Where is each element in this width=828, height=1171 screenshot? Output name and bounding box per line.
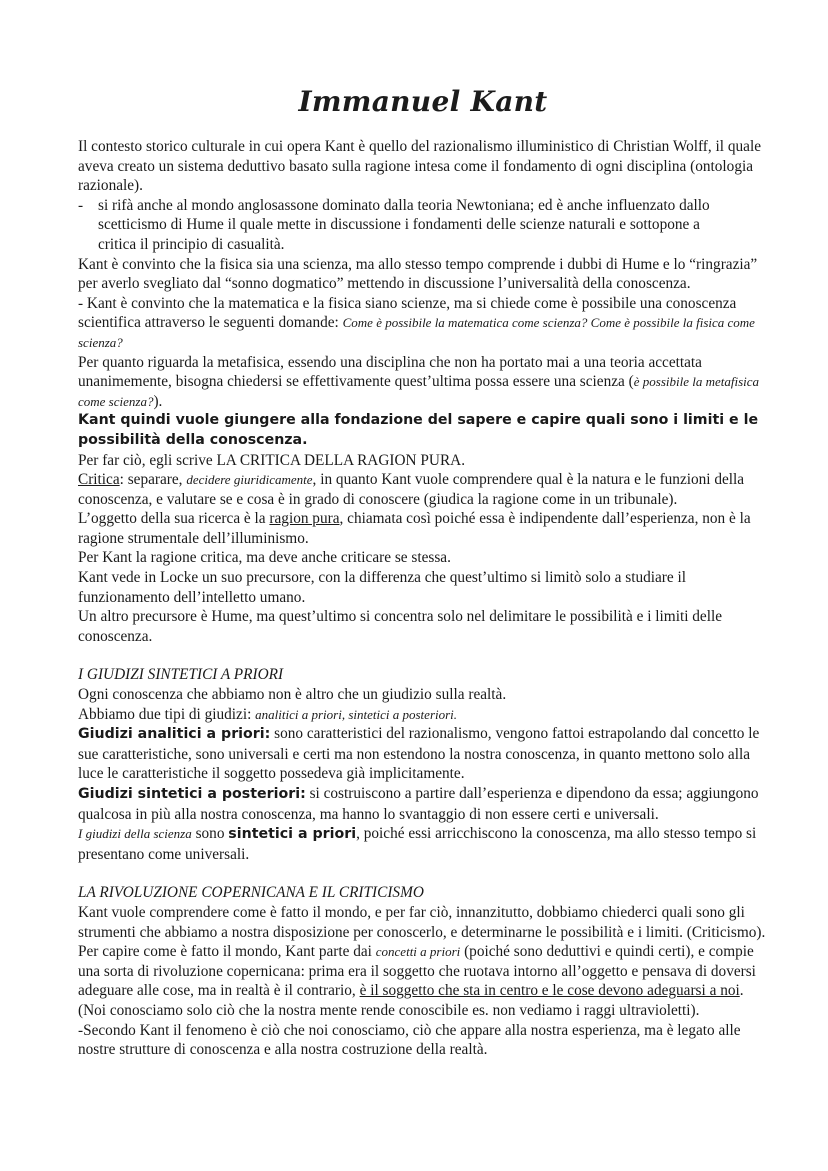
intro-paragraph-hume: Un altro precursore è Hume, ma quest’ultimo si concentra solo nel delimitare le possibilità e i limiti delle conoscenza. (78, 608, 722, 645)
giudizi-paragraph-2 (78, 705, 768, 725)
oggetto-text-2: , chiamata così poiché essa è indipendente dall’esperienza, non è la ragione strumentale dell’illuminismo. (78, 510, 751, 547)
rivoluzione-text-2: (poiché sono deduttivi e quindi certi), e compie una sorta di rivoluzione copernicana: prima era il soggetto che ruotava intorno all’oggetto e pensava di doversi adeguare alle cose, ma in realtà è il contrario, (78, 943, 756, 1000)
ragion-pura-underline: ragion pura (269, 510, 340, 528)
dash-bullet: - (78, 196, 84, 214)
sintetici-text: si costruiscono a partire dall’esperienza e dipendono da essa; aggiungono qualcosa in più alla nostra conoscenza, ma hanno lo svantaggio di non essere certi e universali. (78, 785, 759, 823)
scienza-text-2: , poiché essi arricchiscono la conoscenza, ma allo stesso tempo si presentano come universali. (78, 825, 757, 863)
concetti-a-priori-italic: concetti a priori (375, 944, 461, 960)
dash-list-item (78, 196, 768, 255)
metaphysics-italic: è possibile la metafisica come scienza? (78, 374, 760, 409)
intro-paragraph-physics: Kant è convinto che la fisica sia una scienza, ma allo stesso tempo comprende i dubbi di Hume e lo “ringrazia” per averlo svegliato dal “sonno dogmatico” mettendo in discussione l’universalità della conoscenza. (78, 255, 758, 293)
questions-text: - Kant è convinto che la matematica e la fisica siano scienze, ma si chiede come è possibile una conoscenza scientifica attraverso le seguenti domande: (78, 294, 737, 332)
analitici-paragraph (78, 724, 768, 784)
intro-paragraph-locke: Kant vede in Locke un suo precursore, con la differenza che quest’ultimo si limitò solo a studiare il funzionamento dell’intelletto umano. (78, 569, 687, 606)
intro-paragraph-critica-title: Per far ciò, egli scrive LA CRITICA DELLA RAGION PURA. (78, 451, 466, 469)
page-title: Immanuel Kant (298, 85, 548, 118)
intro-paragraph-context: Il contesto storico culturale in cui opera Kant è quello del razionalismo illuministico di Christian Wolff, il quale aveva creato un sistema deduttivo basato sulla ragione intesa come il fondamento di ogni disciplina (ontologia razionale). (78, 138, 762, 195)
critica-text-2: , in quanto Kant vuole comprendere qual è la natura e le funzioni della conoscenza, e valutare se e cosa è in grado di conoscere (giudica la ragione come in un tribunale). (78, 471, 745, 508)
critica-label: Critica (78, 471, 120, 489)
analitici-label: Giudizi analitici a priori: (78, 726, 271, 743)
rivoluzione-text-1: Per capire come è fatto il mondo, Kant parte dai (78, 943, 376, 961)
critica-text-1: : separare, (119, 471, 187, 489)
giudizi-types-italic: analitici a priori, sintetici a posteriori. (255, 706, 458, 722)
rivoluzione-paragraph-3: (Noi conosciamo solo ciò che la nostra mente rende conoscibile es. non vediamo i raggi ultravioletti). (78, 1001, 700, 1019)
critica-definition (78, 470, 768, 509)
analitici-text: sono caratteristici del razionalismo, vengono fattoi estrapolando dal concetto le sue caratteristiche, sono universali e certi ma non estendono la nostra conoscenza, in quanto mettono solo alla luce le caratteristiche il soggetto possedeva già implicitamente. (78, 725, 760, 783)
questions-italic: Come è possibile la matematica come scienza? Come è possibile la fisica come scienza? (78, 315, 755, 350)
rivoluzione-end: . (739, 982, 744, 1000)
giudizi-types-text: Abbiamo due tipi di giudizi: (78, 705, 256, 723)
scienza-text-1: sono (191, 825, 229, 843)
rivoluzione-paragraph-4: -Secondo Kant il fenomeno è ciò che noi conosciamo, ciò che appare alla nostra esperienza, ma è legato alle nostre strutture di conoscenza e alla nostra costruzione della realtà. (78, 1021, 741, 1059)
scienza-paragraph (78, 824, 768, 864)
intro-paragraph-self-critique: Per Kant la ragione critica, ma deve anche criticare se stessa. (78, 549, 451, 567)
giudizi-paragraph-1: Ogni conoscenza che abbiamo non è altro che un giudizio sulla realtà. (78, 686, 507, 704)
metaphysics-end: ). (153, 392, 163, 410)
rivoluzione-paragraph-2 (78, 942, 768, 1001)
dash-item-text: si rifà anche al mondo anglosassone dominato dalla teoria Newtoniana; ed è anche influenzato dallo scetticismo di Hume il quale mette in discussione i fondamenti delle scienze naturali e sottopone a critica il principio di casualità. (98, 196, 710, 253)
section-heading-rivoluzione: LA RIVOLUZIONE COPERNICANA E IL CRITICISMO (78, 884, 424, 902)
soggetto-centro-underline: è il soggetto che sta in centro e le cose devono adeguarsi a noi (359, 982, 740, 1000)
bold-statement: Kant quindi vuole giungere alla fondazione del sapere e capire quali sono i limiti e le possibilità della conoscenza. (78, 412, 759, 448)
scienza-bold: sintetici a priori (228, 826, 357, 843)
section-heading-giudizi: I GIUDIZI SINTETICI A PRIORI (78, 666, 284, 684)
oggetto-paragraph (78, 509, 768, 548)
intro-paragraph-metaphysics (78, 353, 768, 412)
intro-paragraph-questions (78, 294, 768, 353)
rivoluzione-paragraph-1: Kant vuole comprendere come è fatto il mondo, e per far ciò, innanzitutto, dobbiamo chiederci quali sono gli strumenti che abbiamo a nostra disposizione per conoscerlo, e determinarne le possibilità e i limiti. (Criticismo). (78, 903, 766, 941)
scienza-italic: I giudizi della scienza (78, 826, 192, 842)
critica-italic: decidere giuridicamente (186, 472, 313, 488)
sintetici-paragraph (78, 784, 768, 824)
sintetici-label: Giudizi sintetici a posteriori: (78, 786, 306, 802)
oggetto-text-1: L’oggetto della sua ricerca è la (78, 510, 270, 528)
metaphysics-text: Per quanto riguarda la metafisica, essendo una disciplina che non ha portato mai a una teoria accettata unanimemente, bisogna chiedersi se effettivamente quest’ultima possa essere una scienza ( (78, 353, 702, 391)
